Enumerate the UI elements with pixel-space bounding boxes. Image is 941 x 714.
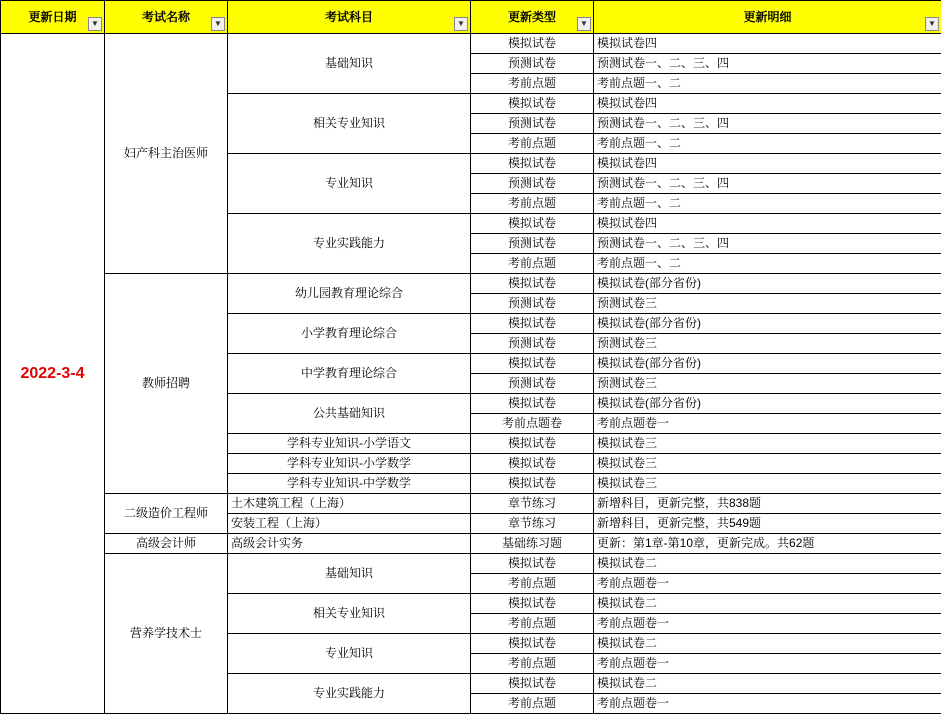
- update-type-cell: 预测试卷: [471, 174, 594, 194]
- dropdown-arrow-icon[interactable]: ▼: [211, 17, 225, 31]
- update-detail-cell: 预测试卷一、二、三、四: [594, 174, 941, 194]
- update-type-cell: 模拟试卷: [471, 554, 594, 574]
- subject-cell: 专业实践能力: [228, 674, 471, 714]
- update-detail-cell: 模拟试卷二: [594, 674, 941, 694]
- update-type-cell: 模拟试卷: [471, 354, 594, 374]
- update-detail-cell: 模拟试卷四: [594, 214, 941, 234]
- update-detail-cell: 预测试卷三: [594, 294, 941, 314]
- header-exam: [105, 1, 228, 34]
- update-detail-cell: 考前点题卷一: [594, 694, 941, 714]
- subject-cell: 相关专业知识: [228, 94, 471, 154]
- update-detail-cell: 模拟试卷(部分省份): [594, 274, 941, 294]
- update-detail-cell: 模拟试卷(部分省份): [594, 354, 941, 374]
- exam-name-cell: 营养学技术士: [105, 554, 228, 714]
- update-detail-cell: 预测试卷一、二、三、四: [594, 234, 941, 254]
- update-detail-cell: 考前点题卷一: [594, 654, 941, 674]
- update-type-cell: 模拟试卷: [471, 274, 594, 294]
- dropdown-arrow-icon[interactable]: ▼: [577, 17, 591, 31]
- header-detail: [594, 1, 941, 34]
- update-type-cell: 考前点题: [471, 134, 594, 154]
- update-detail-cell: 模拟试卷二: [594, 634, 941, 654]
- update-type-cell: 预测试卷: [471, 294, 594, 314]
- update-type-cell: 模拟试卷: [471, 154, 594, 174]
- subject-cell: 相关专业知识: [228, 594, 471, 634]
- update-type-cell: 模拟试卷: [471, 634, 594, 654]
- header-date: [1, 1, 105, 34]
- update-detail-cell: 模拟试卷四: [594, 94, 941, 114]
- table-row: [1, 554, 941, 574]
- subject-cell: 学科专业知识-小学数学: [228, 454, 471, 474]
- table-row: [1, 494, 941, 514]
- dropdown-arrow-icon[interactable]: ▼: [454, 17, 468, 31]
- subject-cell: 幼儿园教育理论综合: [228, 274, 471, 314]
- update-detail-cell: 考前点题一、二: [594, 254, 941, 274]
- update-type-cell: 模拟试卷: [471, 314, 594, 334]
- update-type-cell: 考前点题: [471, 74, 594, 94]
- update-type-cell: 模拟试卷: [471, 474, 594, 494]
- update-type-cell: 预测试卷: [471, 234, 594, 254]
- update-type-cell: 预测试卷: [471, 54, 594, 74]
- update-detail-cell: 考前点题卷一: [594, 414, 941, 434]
- update-detail-cell: 考前点题一、二: [594, 74, 941, 94]
- update-detail-cell: 预测试卷三: [594, 334, 941, 354]
- table-row: [1, 34, 941, 54]
- update-type-cell: 预测试卷: [471, 374, 594, 394]
- update-type-cell: 模拟试卷: [471, 94, 594, 114]
- header-type-label: 更新类型: [508, 10, 556, 24]
- filter-active-icon[interactable]: ▼: [88, 17, 102, 31]
- header-row: [1, 1, 941, 34]
- update-type-cell: 预测试卷: [471, 114, 594, 134]
- update-type-cell: 模拟试卷: [471, 674, 594, 694]
- update-detail-cell: 预测试卷一、二、三、四: [594, 114, 941, 134]
- update-type-cell: 考前点题卷: [471, 414, 594, 434]
- subject-cell: 中学教育理论综合: [228, 354, 471, 394]
- update-type-cell: 模拟试卷: [471, 34, 594, 54]
- subject-cell: 土木建筑工程（上海）: [228, 494, 471, 514]
- update-type-cell: 考前点题: [471, 694, 594, 714]
- exam-name-cell: 二级造价工程师: [105, 494, 228, 534]
- update-detail-cell: 新增科目，更新完整，共549题: [594, 514, 941, 534]
- subject-cell: 小学教育理论综合: [228, 314, 471, 354]
- update-detail-cell: 考前点题一、二: [594, 134, 941, 154]
- subject-cell: 高级会计实务: [228, 534, 471, 554]
- update-detail-cell: 模拟试卷二: [594, 554, 941, 574]
- update-detail-cell: 预测试卷三: [594, 374, 941, 394]
- update-detail-cell: 模拟试卷四: [594, 154, 941, 174]
- update-detail-cell: 考前点题一、二: [594, 194, 941, 214]
- update-type-cell: 模拟试卷: [471, 454, 594, 474]
- update-detail-cell: 预测试卷一、二、三、四: [594, 54, 941, 74]
- header-exam-label: 考试名称: [142, 10, 190, 24]
- update-detail-cell: 模拟试卷二: [594, 594, 941, 614]
- header-detail-label: 更新明细: [743, 10, 791, 24]
- subject-cell: 专业知识: [228, 154, 471, 214]
- subject-cell: 专业实践能力: [228, 214, 471, 274]
- subject-cell: 公共基础知识: [228, 394, 471, 434]
- exam-name-cell: 教师招聘: [105, 274, 228, 494]
- update-detail-cell: 模拟试卷(部分省份): [594, 394, 941, 414]
- update-detail-cell: 模拟试卷三: [594, 454, 941, 474]
- update-type-cell: 考前点题: [471, 614, 594, 634]
- update-detail-cell: 模拟试卷(部分省份): [594, 314, 941, 334]
- update-type-cell: 考前点题: [471, 254, 594, 274]
- exam-name-cell: 高级会计师: [105, 534, 228, 554]
- update-type-cell: 模拟试卷: [471, 394, 594, 414]
- subject-cell: 学科专业知识-小学语文: [228, 434, 471, 454]
- update-type-cell: 章节练习: [471, 514, 594, 534]
- subject-cell: 安装工程（上海）: [228, 514, 471, 534]
- update-date-cell: 2022-3-4: [1, 34, 105, 714]
- update-type-cell: 考前点题: [471, 574, 594, 594]
- table-row: [1, 274, 941, 294]
- subject-cell: 基础知识: [228, 554, 471, 594]
- subject-cell: 学科专业知识-中学数学: [228, 474, 471, 494]
- update-detail-cell: 新增科目，更新完整，共838题: [594, 494, 941, 514]
- table-row: [1, 534, 941, 554]
- update-type-cell: 模拟试卷: [471, 214, 594, 234]
- header-subject-label: 考试科目: [325, 10, 373, 24]
- header-date-label: 更新日期: [28, 10, 76, 24]
- update-detail-cell: 模拟试卷三: [594, 474, 941, 494]
- update-type-cell: 考前点题: [471, 654, 594, 674]
- header-type: [471, 1, 594, 34]
- update-type-cell: 模拟试卷: [471, 434, 594, 454]
- update-type-cell: 基础练习题: [471, 534, 594, 554]
- update-type-cell: 考前点题: [471, 194, 594, 214]
- update-detail-cell: 考前点题卷一: [594, 614, 941, 634]
- update-detail-cell: 更新：第1章-第10章，更新完成。共62题: [594, 534, 941, 554]
- update-type-cell: 预测试卷: [471, 334, 594, 354]
- exam-name-cell: 妇产科主治医师: [105, 34, 228, 274]
- subject-cell: 专业知识: [228, 634, 471, 674]
- update-type-cell: 模拟试卷: [471, 594, 594, 614]
- update-detail-cell: 模拟试卷三: [594, 434, 941, 454]
- subject-cell: 基础知识: [228, 34, 471, 94]
- update-type-cell: 章节练习: [471, 494, 594, 514]
- update-detail-cell: 模拟试卷四: [594, 34, 941, 54]
- dropdown-arrow-icon[interactable]: ▼: [925, 17, 939, 31]
- header-subject: [228, 1, 471, 34]
- update-detail-cell: 考前点题卷一: [594, 574, 941, 594]
